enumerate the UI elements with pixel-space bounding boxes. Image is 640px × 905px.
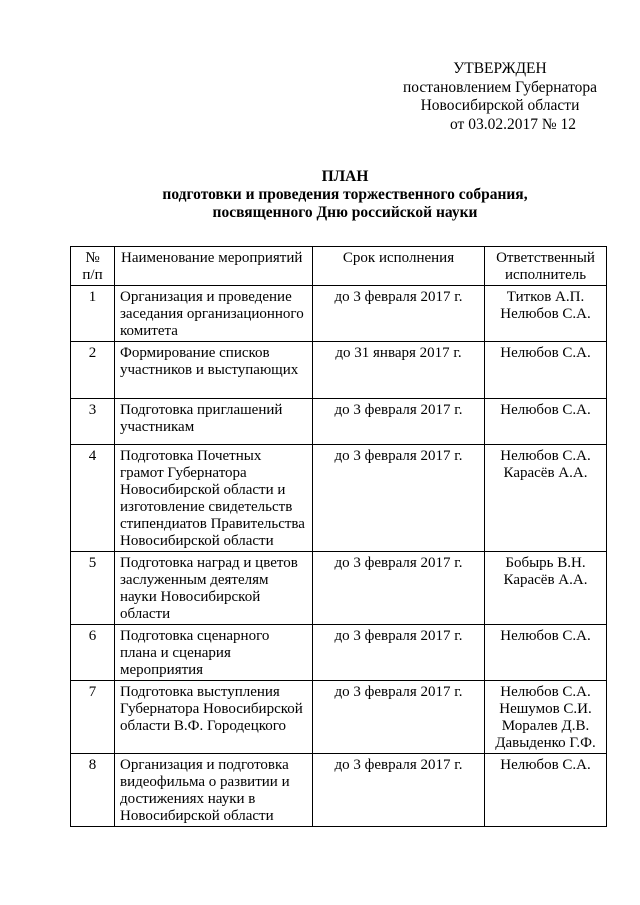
table-row [71,399,607,445]
activity-name-line: достижениях науки в [120,791,256,807]
activity-name-line: Губернатора Новосибирской [120,701,303,717]
table-row [71,625,607,681]
row-number: 3 [71,399,115,445]
row-number: 2 [71,342,115,399]
responsible-person: Титков А.П. [506,289,585,305]
header-term: Срок исполнения [313,247,485,286]
responsible-person: Бобырь В.Н. [505,555,586,571]
plan-table [70,246,607,827]
title-subtitle: посвященного Дню российской науки [212,204,478,221]
activity-name-line: Организация и подготовка [120,757,289,773]
header-responsible-line: исполнитель [504,267,587,283]
row-number: 6 [71,625,115,681]
responsible-person: Нелюбов С.А. [500,684,591,700]
header-number [71,247,115,286]
responsible [485,625,607,681]
activity-name-line: грамот Губернатора [120,465,247,481]
deadline: до 3 февраля 2017 г. [313,399,485,445]
deadline: до 3 февраля 2017 г. [313,681,485,754]
title-plan: ПЛАН [321,168,369,185]
responsible-person: Нелюбов С.А. [500,757,591,773]
header-responsible [485,247,607,286]
row-number: 4 [71,445,115,552]
table-header-row [71,247,607,286]
activity-name-line: Организация и проведение [120,289,292,305]
activity-name-line: Формирование списков [120,345,270,361]
activity-name [115,342,313,399]
activity-name-line: Подготовка сценарного [120,628,270,644]
activity-name [115,445,313,552]
responsible-person: Карасёв А.А. [503,572,588,588]
row-number: 8 [71,754,115,827]
activity-name-line: Новосибирской области и [120,482,286,498]
header-responsible-line: Ответственный [496,250,595,266]
table-row [71,445,607,552]
responsible [485,552,607,625]
approval-line: постановлением Губернатора [402,78,598,96]
approval-date-number: от 03.02.2017 № 12 [450,115,576,133]
activity-name-line: заседания организационного [120,306,304,322]
deadline: до 3 февраля 2017 г. [313,754,485,827]
activity-name-line: плана и сценария [120,645,231,661]
activity-name-line: стипендиатов Правительства [120,516,305,532]
activity-name-line: заслуженным деятелям [120,572,269,588]
activity-name-line: Подготовка наград и цветов [120,555,298,571]
deadline: до 3 февраля 2017 г. [313,445,485,552]
table-row [71,681,607,754]
approval-block [380,60,620,134]
responsible [485,399,607,445]
activity-name [115,552,313,625]
responsible [485,286,607,342]
responsible [485,342,607,399]
approval-heading: УТВЕРЖДЕН [453,60,547,77]
deadline: до 3 февраля 2017 г. [313,552,485,625]
responsible-person: Давыденко Г.Ф. [495,735,596,751]
activity-name-line: области В.Ф. Городецкого [120,718,287,734]
header-name: Наименование мероприятий [115,247,313,286]
activity-name-line: Подготовка выступления [120,684,280,700]
table-row [71,754,607,827]
table-row [71,286,607,342]
responsible-person: Моралев Д.В. [501,718,590,734]
deadline: до 3 февраля 2017 г. [313,625,485,681]
header-number-line: № [85,250,100,266]
responsible [485,681,607,754]
activity-name-line: области [120,606,171,622]
header-number-line: п/п [82,267,103,283]
activity-name-line: комитета [120,323,178,339]
responsible-person: Нелюбов С.А. [500,345,591,361]
responsible [485,445,607,552]
activity-name-line: Новосибирской области [120,808,274,824]
activity-name-line: Подготовка приглашений [120,402,283,418]
deadline: до 3 февраля 2017 г. [313,286,485,342]
activity-name-line: науки Новосибирской [120,589,261,605]
responsible-person: Нелюбов С.А. [500,402,591,418]
activity-name [115,625,313,681]
document-title [60,168,630,222]
row-number: 5 [71,552,115,625]
activity-name-line: Подготовка Почетных [120,448,262,464]
responsible-person: Карасёв А.А. [503,465,588,481]
responsible-person: Нелюбов С.А. [500,306,591,322]
responsible-person: Нелюбов С.А. [500,628,591,644]
activity-name [115,754,313,827]
title-subtitle: подготовки и проведения торжественного собрания, [162,186,528,203]
responsible [485,754,607,827]
activity-name [115,399,313,445]
activity-name-line: участникам [120,419,195,435]
responsible-person: Нелюбов С.А. [500,448,591,464]
activity-name-line: изготовление свидетельств [120,499,293,515]
table-row [71,342,607,399]
activity-name-line: мероприятия [120,662,204,678]
activity-name [115,286,313,342]
row-number: 1 [71,286,115,342]
activity-name-line: Новосибирской области [120,533,274,549]
activity-name-line: участников и выступающих [120,362,299,378]
activity-name-line: видеофильма о развитии и [120,774,290,790]
table-row [71,552,607,625]
responsible-person: Нешумов С.И. [499,701,592,717]
activity-name [115,681,313,754]
deadline: до 31 января 2017 г. [313,342,485,399]
row-number: 7 [71,681,115,754]
approval-line: Новосибирской области [420,97,580,114]
